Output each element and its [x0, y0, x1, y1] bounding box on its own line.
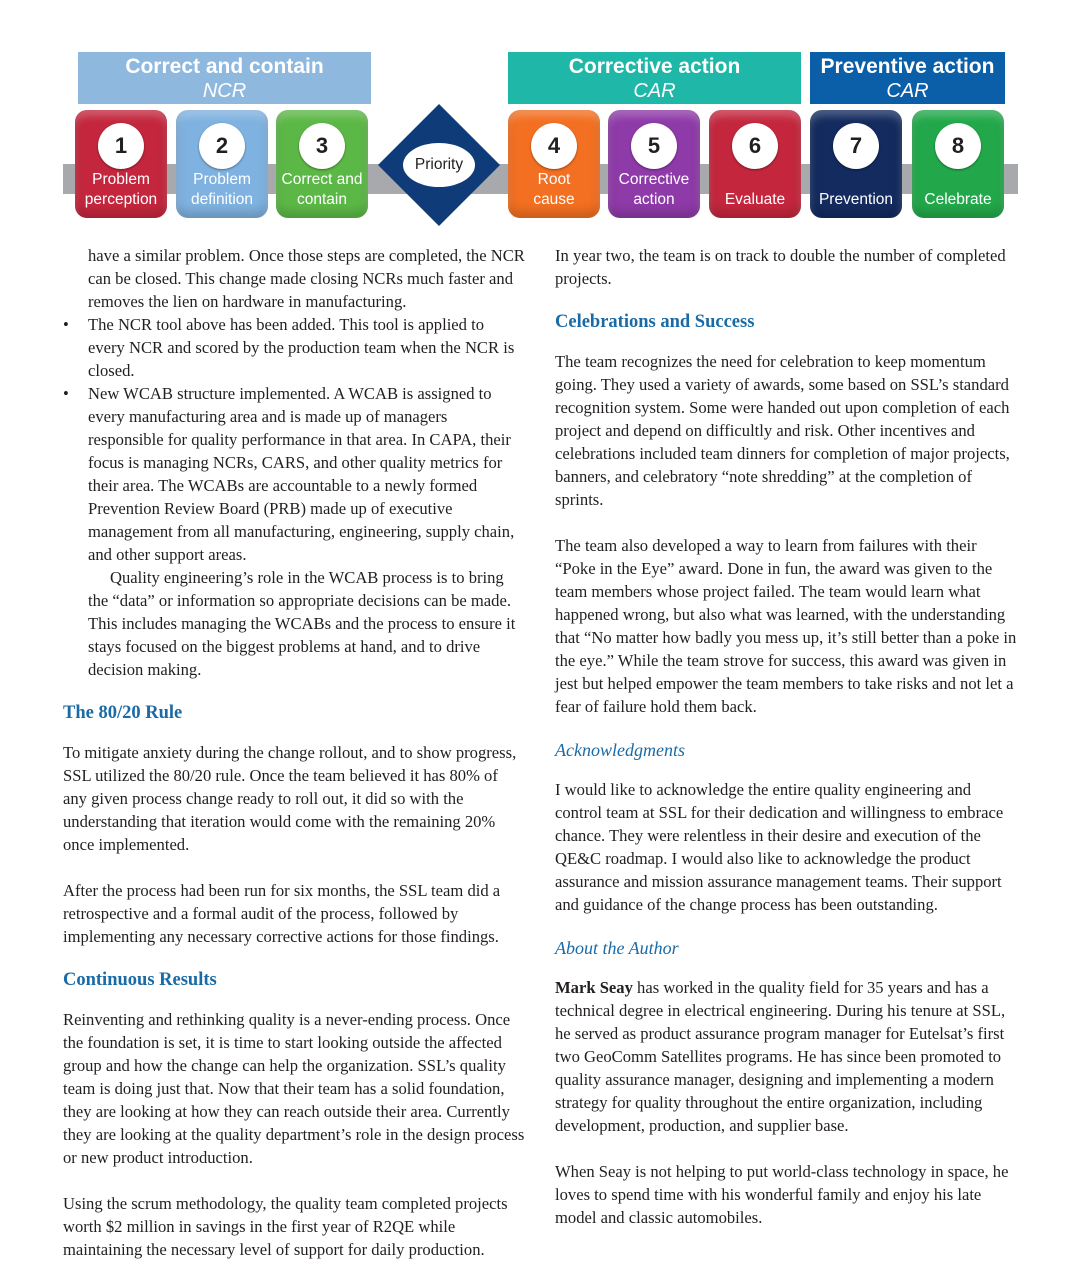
header-title: Correct and contain [125, 55, 324, 78]
step-number: 2 [199, 123, 245, 169]
section-heading-80-20-rule: The 80/20 Rule [63, 703, 183, 723]
step-number: 4 [531, 123, 577, 169]
bullet-list [63, 313, 525, 566]
header-correct-and-contain [78, 52, 371, 104]
header-subtitle: CAR [886, 80, 929, 102]
step-prevention [810, 110, 902, 218]
section-heading-celebrations: Celebrations and Success [555, 312, 755, 332]
header-title: Preventive action [820, 55, 995, 78]
step-label: Correct and contain [281, 171, 363, 208]
step-number: 3 [299, 123, 345, 169]
paragraph: To mitigate anxiety during the change rollout, and to show progress, SSL utilized the 80/20 rule. Once the team believed it has 80% of any given process change ready to roll out, it did so with the understanding that iteration would come with the remaining 20% once implemented. [63, 743, 517, 854]
right-column [555, 244, 1021, 1229]
section-heading-continuous-results: Continuous Results [63, 970, 217, 990]
section-heading-about-the-author: About the Author [555, 938, 679, 958]
step-problem-perception [75, 110, 167, 218]
step-label: Problem perception [84, 171, 158, 208]
header-preventive-action [810, 52, 1005, 104]
intro-paragraph: have a similar problem. Once those steps are completed, the NCR can be closed. This change made closing NCRs much faster and removes the lien on hardware in manufacturing. [88, 246, 525, 311]
header-subtitle: NCR [202, 80, 247, 102]
step-corrective-action [608, 110, 700, 218]
step-correct-and-contain [276, 110, 368, 218]
author-name: Mark Seay [555, 978, 633, 997]
header-title: Corrective action [568, 55, 741, 78]
step-label: Evaluate [724, 191, 786, 208]
step-label: Celebrate [924, 191, 992, 208]
step-evaluate [709, 110, 801, 218]
step-number: 8 [935, 123, 981, 169]
step-number: 6 [732, 123, 778, 169]
step-label: Problem definition [190, 171, 254, 208]
capa-process-diagram [0, 0, 1080, 240]
left-column [63, 244, 525, 1261]
step-label: Corrective action [618, 171, 690, 208]
step-celebrate [912, 110, 1004, 218]
header-corrective-action [508, 52, 801, 104]
author-bio-paragraph: Mark Seay has worked in the quality field for 35 years and has a technical degree in electrical engineering. During his tenure at SSL, he served as product assurance program manager for Eutelsat’s first two GeoComm Satellites programs. He has since been promoted to quality assurance manager, designing and implementing a modern strategy for quality throughout the entire organization, including development, production, and supplier base. [555, 978, 1006, 1135]
section-heading-acknowledgments: Acknowledgments [555, 740, 685, 760]
step-label: Root cause [533, 171, 575, 208]
step-label: Prevention [818, 191, 894, 208]
step-problem-definition [176, 110, 268, 218]
paragraph: After the process had been run for six months, the SSL team did a retrospective and a formal audit of the process, followed by implementing any necessary corrective actions for those findings. [63, 881, 501, 946]
header-subtitle: CAR [633, 80, 676, 102]
paragraph: When Seay is not helping to put world-class technology in space, he loves to spend time with his wonderful family and enjoy his late model and classic automobiles. [555, 1162, 1009, 1227]
intro-paragraph: In year two, the team is on track to double the number of completed projects. [555, 246, 1006, 288]
quality-engineering-paragraph: Quality engineering’s role in the WCAB process is to bring the “data” or information so appropriate decisions can be made. This includes managing the WCABs and the process to ensure it stays focused on the biggest problems at hand, and to drive decision making. [88, 568, 516, 679]
step-number: 5 [631, 123, 677, 169]
step-root-cause [508, 110, 600, 218]
paragraph: Reinventing and rethinking quality is a never-ending process. Once the foundation is set, it is time to start looking outside the affected group and how the change can help the organization. SSL’s quality team is doing just that. Now that their team has a solid foundation, they are looking at how they can reach outside their area. Currently they are looking at the quality department’s role in the design process or new product introduction. [63, 1010, 525, 1167]
paragraph: The team also developed a way to learn from failures with their “Poke in the Eye” award. Done in fun, the award was given to the team members whose project failed. The team would learn what happened wrong, but also what was learned, with the understanding that “No matter how badly you mess up, it’s still better than a poke in the eye.” While the team strove for success, this award was given in jest but helped empower the team members to take risks and not let a fear of failure hold them back. [555, 536, 1017, 716]
paragraph: Using the scrum methodology, the quality team completed projects worth $2 million in savings in the first year of R2QE while maintaining the necessary level of support for daily production. [63, 1194, 508, 1259]
priority-label: Priority [403, 143, 475, 187]
step-number: 1 [98, 123, 144, 169]
bullet-item: • New WCAB structure implemented. A WCAB is assigned to every manufacturing area and is made up of managers responsible for quality performance in that area. In CAPA, their focus is managing NCRs, CARS, and other quality metrics for their area. The WCABs are accountable to a newly formed Prevention Review Board (PRB) made up of executive management from all manufacturing, engineering, supply chain, and other support areas. [63, 382, 525, 566]
paragraph: I would like to acknowledge the entire quality engineering and control team at SSL for their dedication and willingness to embrace chance. They were relentless in their desire and execution of the QE&C roadmap. I would also like to acknowledge the product assurance and mission assurance management teams. Their support and guidance of the change process has been outstanding. [555, 780, 1004, 914]
bullet-item: • The NCR tool above has been added. This tool is applied to every NCR and scored by the production team when the NCR is closed. [63, 313, 525, 382]
step-number: 7 [833, 123, 879, 169]
paragraph: The team recognizes the need for celebration to keep momentum going. They used a variety of awards, some based on SSL’s standard recognition system. Some were handed out upon completion of each project and depend on difficultly and risk. Other incentives and celebrations included team dinners for completion of major projects, banners, and celebratory “note shredding” at the completion of sprints. [555, 352, 1010, 509]
